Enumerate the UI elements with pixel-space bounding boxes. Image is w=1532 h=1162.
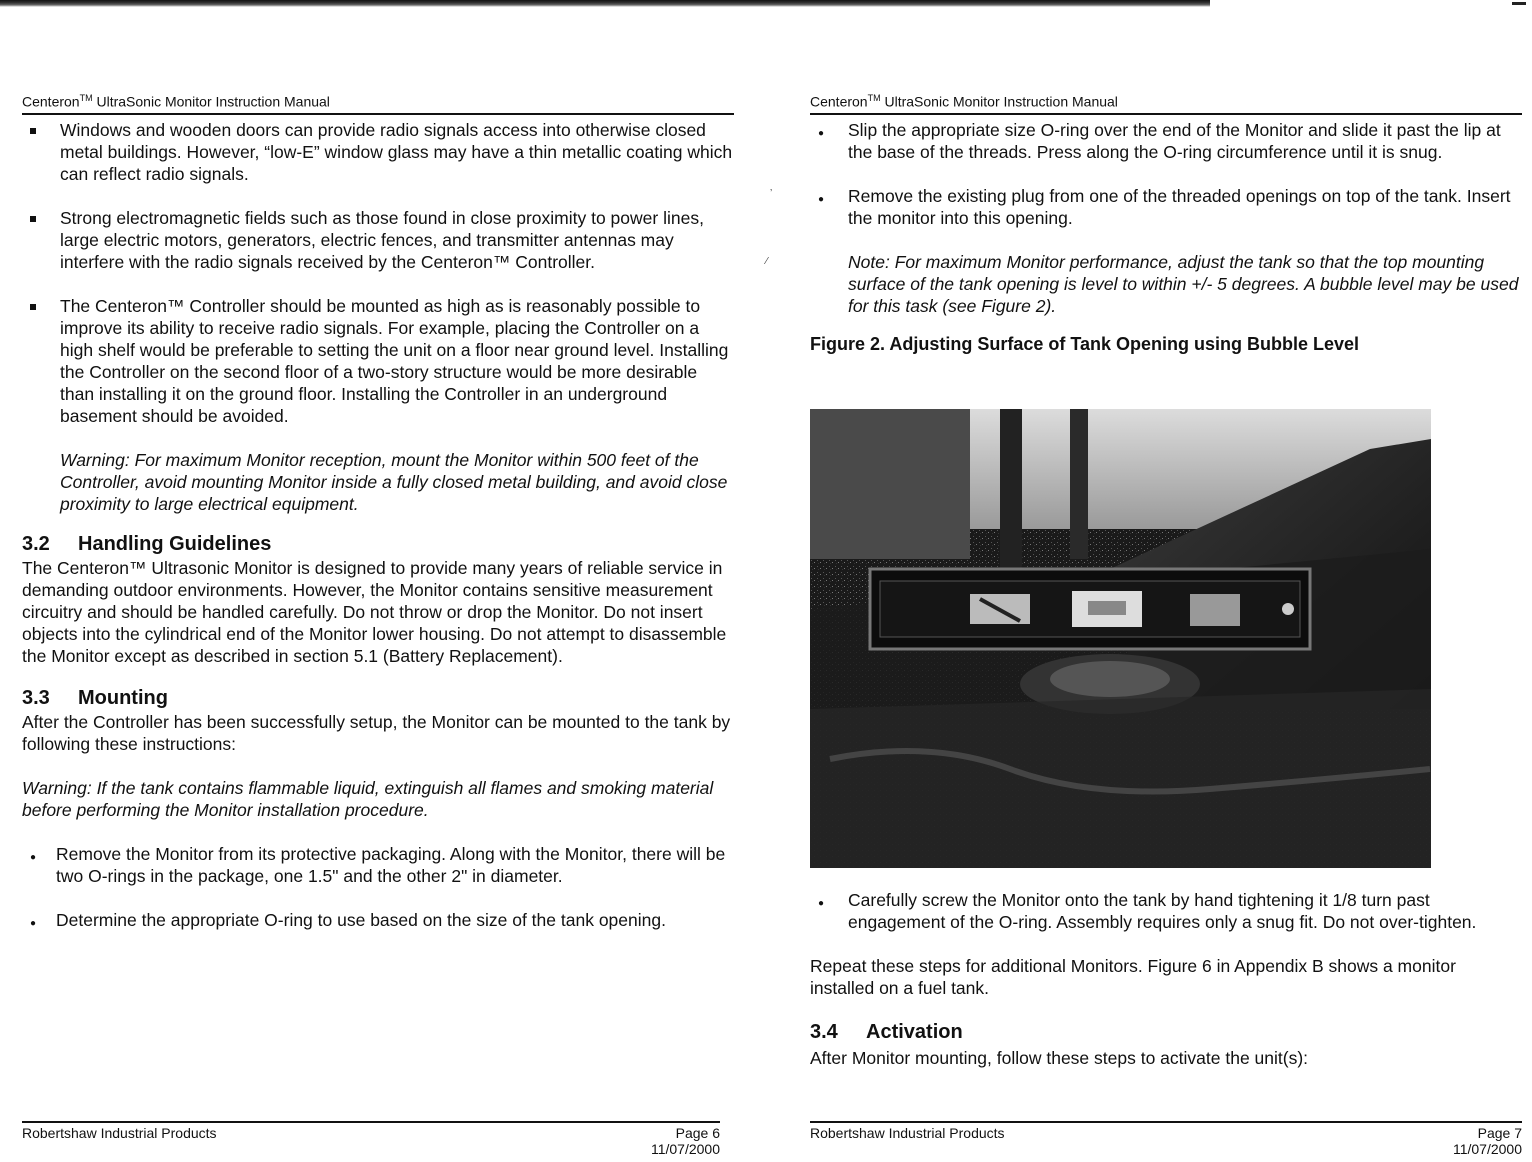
figure-2-photo	[810, 409, 1431, 868]
header-brand: Centeron	[810, 93, 868, 110]
warning-reception: Warning: For maximum Monitor reception, mount the Monitor within 500 feet of the Controller, avoid mounting Monitor inside a fully closed metal building, and avoid close proximity to large electrical equipment.	[60, 449, 728, 514]
left-page-footer	[22, 1121, 720, 1157]
bullet-marker-square	[28, 295, 38, 317]
scan-artifact-mark	[1512, 2, 1526, 5]
footer-company: Robertshaw Industrial Products	[810, 1125, 1005, 1141]
bullet-marker-square	[28, 207, 38, 229]
bullet-electromagnetic-fields	[22, 207, 734, 273]
header-brand: Centeron	[22, 93, 80, 110]
footer-date: 11/07/2000	[1452, 1141, 1522, 1157]
trademark-mark: TM	[867, 93, 881, 103]
bullet-determine-oring	[22, 909, 734, 931]
bullet-marker-dot	[28, 843, 38, 869]
bullet-text: Windows and wooden doors can provide radio signals access into otherwise closed metal buildings. However, “low-E” window glass may have a thin metallic coating which can reflect radio signals.	[60, 119, 733, 184]
scan-speck: ⁄	[766, 256, 768, 267]
handling-guidelines-text: The Centeron™ Ultrasonic Monitor is designed to provide many years of reliable service in demanding outdoor environments. However, the Monitor contains sensitive measurement circuitry and should be handled carefully. Do not throw or drop the Monitor. Do not insert objects into the cylindrical end of the Monitor lower housing. Do not attempt to disassemble the Monitor except as described in section 5.1 (Battery Replacement).	[22, 557, 727, 666]
trademark-mark: TM	[79, 93, 93, 103]
bubble-level-photo-illustration	[810, 409, 1431, 868]
bullet-text: Carefully screw the Monitor onto the tank by hand tightening it 1/8 turn past engagement of the O-ring. Assembly requires only a snug fit. Do not over-tighten.	[848, 890, 1477, 932]
left-page-header	[22, 93, 734, 115]
bullet-text: Remove the existing plug from one of the threaded openings on top of the tank. Insert the monitor into this opening.	[848, 185, 1511, 228]
bullet-text: Slip the appropriate size O-ring over the end of the Monitor and slide it past the lip at the base of the threads. Press along the O-ring circumference until it is snug.	[848, 119, 1501, 162]
bullet-text: Determine the appropriate O-ring to use based on the size of the tank opening.	[56, 909, 666, 930]
left-page-body	[22, 119, 734, 931]
right-page	[810, 93, 1522, 355]
left-page	[22, 93, 734, 931]
section-number: 3.3	[22, 686, 50, 709]
section-title: Mounting	[78, 686, 168, 709]
footer-page-number: Page 6	[675, 1125, 720, 1141]
footer-page-info	[651, 1125, 720, 1157]
right-page-footer	[810, 1121, 1522, 1157]
section-number: 3.2	[22, 532, 50, 555]
scan-speck: ’	[770, 188, 773, 199]
bullet-remove-packaging	[22, 843, 734, 887]
section-title: Handling Guidelines	[78, 532, 272, 555]
bullet-text: The Centeron™ Controller should be mounted as high as is reasonably possible to improve its ability to receive radio signals. For example, placing the Controller on a high shelf would be preferable to setting the unit on a floor near ground level. Installing the Controller on the second floor of a two-story structure would be more desirable than installing it on the ground floor. Installing the Controller in an underground basement should be avoided.	[60, 295, 729, 426]
section-heading-3-4	[810, 1021, 1522, 1043]
mounting-text: After the Controller has been successfully setup, the Monitor can be mounted to the tank by following these instructions:	[22, 711, 731, 754]
scan-artifact-line	[0, 0, 1210, 7]
footer-date: 11/07/2000	[650, 1141, 720, 1157]
right-page-lower-body	[810, 889, 1522, 1069]
right-page-header	[810, 93, 1522, 115]
header-title: UltraSonic Monitor Instruction Manual	[880, 93, 1118, 110]
footer-company: Robertshaw Industrial Products	[22, 1125, 217, 1141]
warning-flammable: Warning: If the tank contains flammable liquid, extinguish all flames and smoking material before performing the Monitor installation procedure.	[22, 777, 714, 820]
footer-page-info	[1453, 1125, 1522, 1157]
repeat-steps-text: Repeat these steps for additional Monitors. Figure 6 in Appendix B shows a monitor installed on a fuel tank.	[810, 956, 1456, 998]
header-title: UltraSonic Monitor Instruction Manual	[92, 93, 330, 110]
bullet-remove-plug	[810, 185, 1522, 229]
right-page-body	[810, 119, 1522, 355]
bullet-marker-square	[28, 119, 38, 141]
bullet-marker-dot	[816, 185, 826, 211]
note-level-tank: Note: For maximum Monitor performance, adjust the tank so that the top mounting surface of the tank opening is level to within +/- 5 degrees. A bubble level may be used for this task (see Figure 2).	[848, 251, 1519, 316]
section-heading-3-3	[22, 687, 734, 709]
figure-caption: Figure 2. Adjusting Surface of Tank Opening using Bubble Level	[810, 333, 1360, 354]
bullet-text: Remove the Monitor from its protective packaging. Along with the Monitor, there will be two O-rings in the package, one 1.5" and the other 2" in diameter.	[56, 843, 726, 886]
section-title: Activation	[866, 1021, 963, 1043]
bullet-slip-oring	[810, 119, 1522, 163]
activation-text: After Monitor mounting, follow these steps to activate the unit(s):	[810, 1048, 1309, 1068]
bullet-text: Strong electromagnetic fields such as those found in close proximity to power lines, large electric motors, generators, electric fences, and transmitter antennas may interfere with the radio signals received by the Centeron™ Controller.	[60, 207, 704, 272]
bullet-mount-high	[22, 295, 734, 427]
bullet-marker-dot	[816, 889, 826, 915]
footer-page-number: Page 7	[1477, 1125, 1522, 1141]
bullet-screw-monitor	[810, 889, 1522, 933]
bullet-windows-doors	[22, 119, 734, 185]
bullet-marker-dot	[816, 119, 826, 145]
section-number: 3.4	[810, 1021, 838, 1043]
section-heading-3-2	[22, 533, 734, 555]
bullet-marker-dot	[28, 909, 38, 935]
